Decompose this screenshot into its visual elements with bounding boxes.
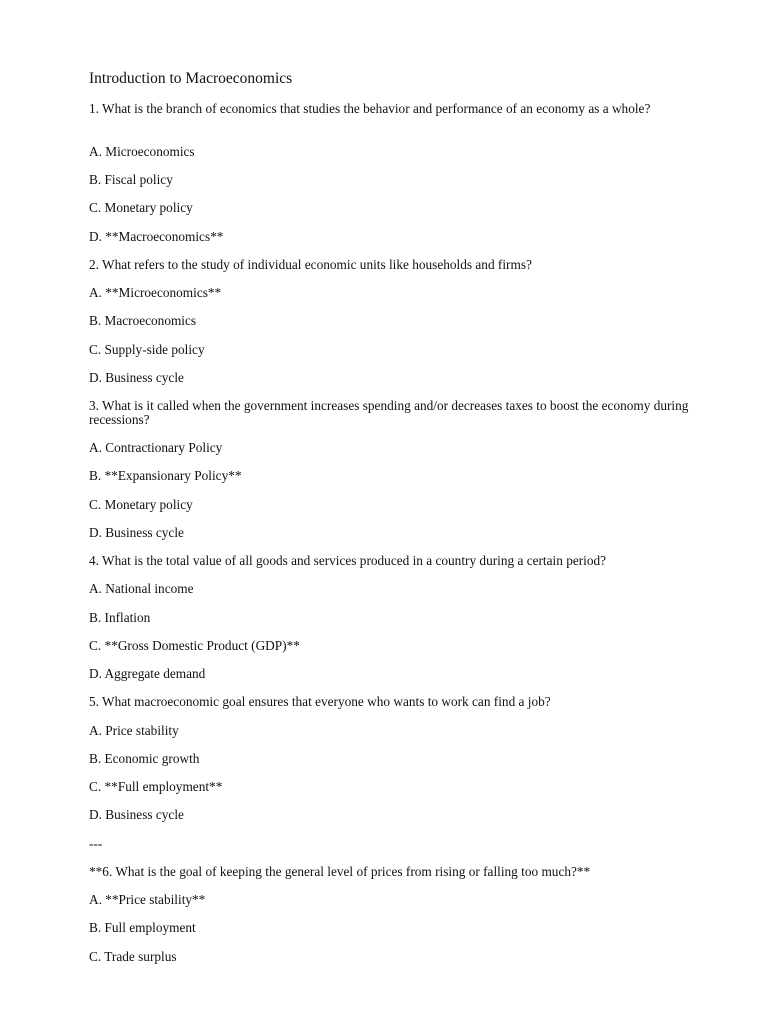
question-2-option-a: A. **Microeconomics**	[89, 285, 222, 300]
question-4-option-c: C. **Gross Domestic Product (GDP)**	[89, 638, 300, 653]
question-2-option-d: D. Business cycle	[89, 370, 184, 385]
document-title: Introduction to Macroeconomics	[89, 70, 293, 87]
question-5-option-d: D. Business cycle	[89, 807, 184, 822]
question-3-option-a: A. Contractionary Policy	[89, 440, 223, 455]
question-2: 2. What refers to the study of individual economic units like households and firms?	[89, 257, 532, 272]
question-6-option-a: A. **Price stability**	[89, 892, 206, 907]
question-6-option-b: B. Full employment	[89, 920, 196, 935]
question-1-option-d: D. **Macroeconomics**	[89, 229, 224, 244]
section-separator: ---	[89, 836, 103, 851]
question-3: 3. What is it called when the government increases spending and/or decreases taxes to boost the economy during recessions?	[89, 398, 689, 427]
question-5-option-a: A. Price stability	[89, 723, 179, 738]
question-5-option-b: B. Economic growth	[89, 751, 200, 766]
question-3-option-d: D. Business cycle	[89, 525, 184, 540]
question-1: 1. What is the branch of economics that studies the behavior and performance of an economy as a whole?	[89, 101, 651, 116]
question-5-option-c: C. **Full employment**	[89, 779, 223, 794]
question-4-option-b: B. Inflation	[89, 610, 151, 625]
question-3-option-c: C. Monetary policy	[89, 497, 193, 512]
question-3-option-b: B. **Expansionary Policy**	[89, 468, 242, 483]
question-5: 5. What macroeconomic goal ensures that everyone who wants to work can find a job?	[89, 694, 551, 709]
question-4: 4. What is the total value of all goods and services produced in a country during a certain period?	[89, 553, 607, 568]
question-1-option-c: C. Monetary policy	[89, 200, 193, 215]
question-6-option-c: C. Trade surplus	[89, 949, 177, 964]
question-1-option-b: B. Fiscal policy	[89, 172, 173, 187]
question-2-option-b: B. Macroeconomics	[89, 313, 197, 328]
question-4-option-d: D. Aggregate demand	[89, 666, 206, 681]
question-2-option-c: C. Supply-side policy	[89, 342, 205, 357]
question-4-option-a: A. National income	[89, 581, 194, 596]
question-1-option-a: A. Microeconomics	[89, 144, 195, 159]
question-6: **6. What is the goal of keeping the general level of prices from rising or falling too much?**	[89, 864, 591, 879]
